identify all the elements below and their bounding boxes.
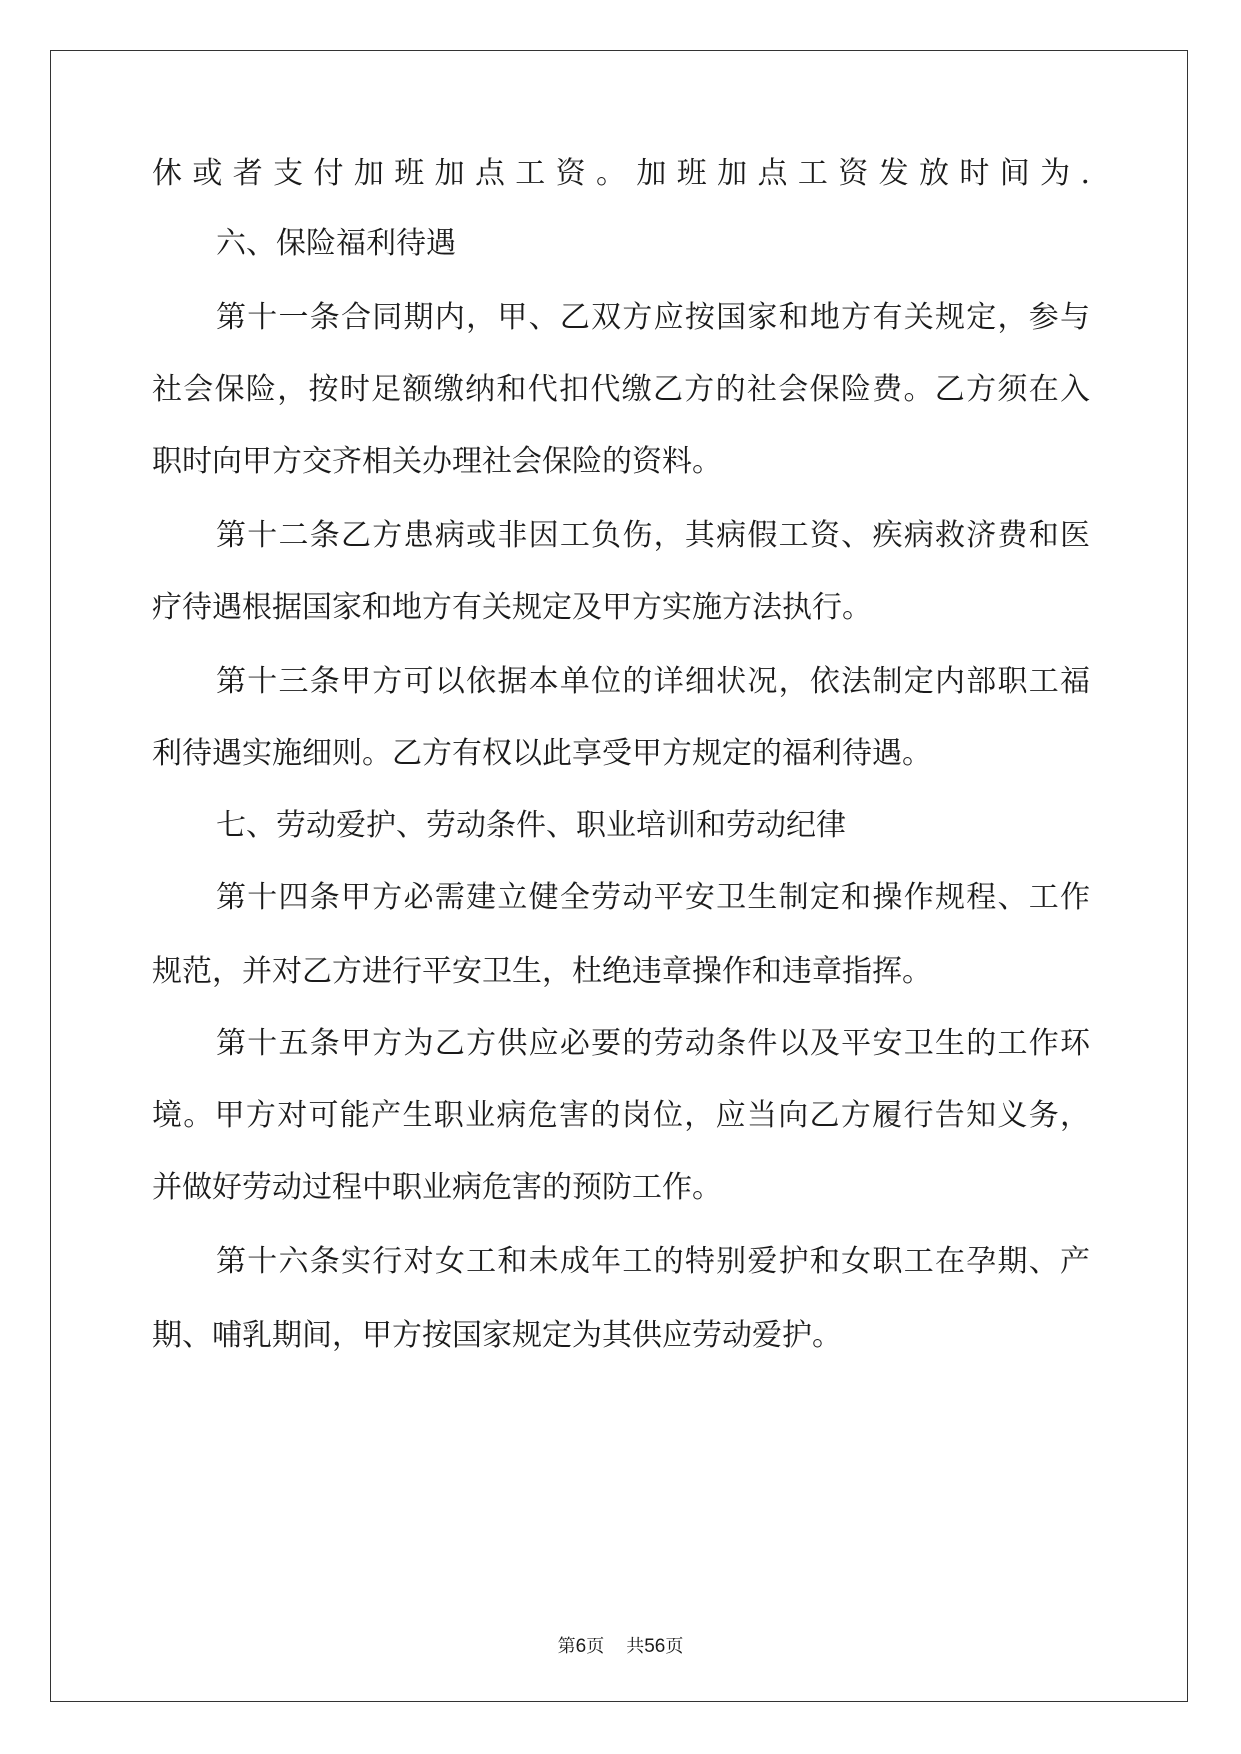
paragraph-line: 疗待遇根据国家和地方有关规定及甲方实施方法执行。 xyxy=(152,590,872,625)
paragraph-line: 第十三条甲方可以依据本单位的详细状况，依法制定内部职工福 xyxy=(216,664,1090,699)
total-prefix: 共 xyxy=(626,1636,645,1657)
paragraph-line: 期、哺乳期间，甲方按国家规定为其供应劳动爱护。 xyxy=(152,1318,842,1353)
paragraph-line: 第十五条甲方为乙方供应必要的劳动条件以及平安卫生的工作环 xyxy=(216,1026,1090,1061)
paragraph-line: 规范，并对乙方进行平安卫生，杜绝违章操作和违章指挥。 xyxy=(152,954,932,989)
paragraph-line: 社会保险，按时足额缴纳和代扣代缴乙方的社会保险费。乙方须在入 xyxy=(152,372,1090,407)
page-suffix: 页 xyxy=(586,1636,605,1657)
total-pages: 56 xyxy=(644,1636,666,1657)
paragraph-line: 第十二条乙方患病或非因工负伤，其病假工资、疾病救济费和医 xyxy=(216,518,1090,553)
section-heading: 七、劳动爱护、劳动条件、职业培训和劳动纪律 xyxy=(216,808,846,843)
paragraph-line: 第十一条合同期内，甲、乙双方应按国家和地方有关规定，参与 xyxy=(216,300,1090,335)
paragraph-line: 职时向甲方交齐相关办理社会保险的资料。 xyxy=(152,444,722,479)
page-footer xyxy=(0,1632,1241,1658)
paragraph-line: 境。甲方对可能产生职业病危害的岗位，应当向乙方履行告知义务， xyxy=(152,1098,1090,1133)
page-number: 6 xyxy=(575,1636,587,1657)
paragraph-line: 并做好劳动过程中职业病危害的预防工作。 xyxy=(152,1170,722,1205)
total-suffix: 页 xyxy=(665,1636,684,1657)
page-prefix: 第 xyxy=(557,1636,576,1657)
paragraph-line: 利待遇实施细则。乙方有权以此享受甲方规定的福利待遇。 xyxy=(152,736,932,771)
paragraph-line: 第十四条甲方必需建立健全劳动平安卫生制定和操作规程、工作 xyxy=(216,880,1090,915)
paragraph-line: 休或者支付加班加点工资。加班加点工资发放时间为. xyxy=(152,156,1090,191)
section-heading: 六、保险福利待遇 xyxy=(216,226,456,261)
paragraph-line: 第十六条实行对女工和未成年工的特别爱护和女职工在孕期、产 xyxy=(216,1244,1090,1279)
